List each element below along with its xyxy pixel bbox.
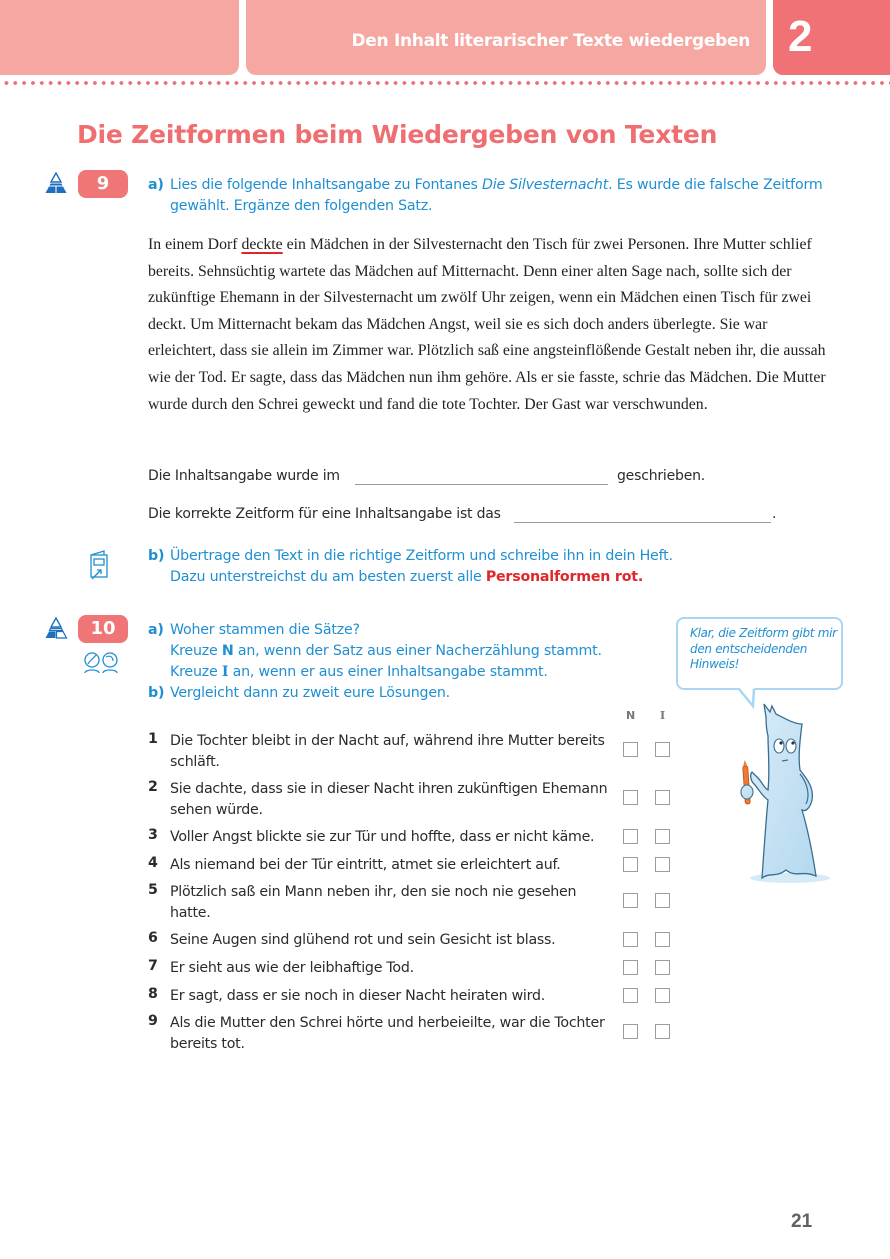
column-header-n: N xyxy=(626,709,636,722)
sentence-text: Sie dachte, dass sie in dieser Nacht ihren zukünftigen Ehemann sehen würde. xyxy=(170,781,608,818)
difficulty-pyramid-icon xyxy=(44,617,68,639)
sentence-text: Voller Angst blickte sie zur Tür und hoffte, dass er nicht käme. xyxy=(170,829,595,845)
sentence-number: 7 xyxy=(148,958,158,974)
task10-a-label: a) xyxy=(148,622,164,638)
sentence-number: 1 xyxy=(148,731,158,747)
fill-suffix-1: geschrieben. xyxy=(617,468,706,484)
notebook-transfer-icon xyxy=(88,549,112,581)
sentence-text: Plötzlich saß ein Mann neben ihr, den sie noch nie gesehen hatte. xyxy=(170,884,577,921)
difficulty-pyramid-icon xyxy=(44,172,68,194)
sentence-number: 8 xyxy=(148,986,158,1002)
sentence-number: 3 xyxy=(148,827,158,843)
checkbox-i-1[interactable] xyxy=(655,742,670,757)
sentence-number: 5 xyxy=(148,882,158,898)
book-title: Die Silvesternacht xyxy=(482,177,609,193)
checkbox-i-9[interactable] xyxy=(655,1024,670,1039)
checkbox-i-8[interactable] xyxy=(655,988,670,1003)
task10-b-label: b) xyxy=(148,685,165,701)
sentence-text: Er sagt, dass er sie noch in dieser Nacht heiraten wird. xyxy=(170,988,545,1004)
checkbox-n-5[interactable] xyxy=(623,893,638,908)
page-number: 21 xyxy=(791,1211,813,1232)
task9-a-label: a) xyxy=(148,177,164,193)
page-title: Die Zeitformen beim Wiedergeben von Texten xyxy=(77,120,718,149)
checkbox-i-3[interactable] xyxy=(655,829,670,844)
checkbox-n-7[interactable] xyxy=(623,960,638,975)
speech-bubble: Klar, die Zeitform gibt mir den entscheidenden Hinweis! xyxy=(676,617,843,690)
sentence-number: 9 xyxy=(148,1013,158,1029)
task9-b-instruction: b) Übertrage den Text in die richtige Zeitform und schreibe ihn in dein Heft. Dazu unterstreichst du am besten zuerst alle Personalformen rot. xyxy=(148,548,673,585)
sentence-number: 4 xyxy=(148,855,158,871)
task-number-badge-10: 10 xyxy=(78,615,128,643)
ghost-eye-right xyxy=(786,739,796,753)
ghost-body xyxy=(751,704,816,878)
fill-prompt-1: Die Inhaltsangabe wurde im xyxy=(148,468,340,484)
checkbox-n-1[interactable] xyxy=(623,742,638,757)
highlighted-instruction: Personalformen rot. xyxy=(485,569,644,585)
sentence-number: 2 xyxy=(148,779,158,795)
chapter-number: 2 xyxy=(788,12,813,61)
sentence-text: Seine Augen sind glühend rot und sein Gesicht ist blass. xyxy=(170,932,556,948)
checkbox-i-6[interactable] xyxy=(655,932,670,947)
sentence-text: Er sieht aus wie der leibhaftige Tod. xyxy=(170,960,414,976)
sentence-text: Die Tochter bleibt in der Nacht auf, während ihre Mutter bereits schläft. xyxy=(170,733,605,770)
underlined-verb: deckte xyxy=(241,236,283,253)
story-text: In einem Dorf deckte ein Mädchen in der Silvesternacht den Tisch für zwei Personen. Ihre Mutter schlief bereits. Sehnsüchtig wartete das Mädchen auf Mitternacht. Denn einer alten Sage nach, sollte sich der zukünftige Ehemann in der Silvesternacht um zwölf Uhr zeigen, wenn ein Mädchen einen Tisch für zwei deckt. Um Mitternacht bekam das Mädchen Angst, weil sie es sich doch anders überlegte. Sie war erleichtert, dass sie allein im Zimmer war. Plötzlich saß eine angsteinflößende Gestalt neben ihr, die aussah wie der Tod. Er sagte, dass das Mädchen nun ihm gehöre. Als er sie fasste, schrie das Mädchen. Die Mutter wurde durch den Schrei geweckt und fand die tote Tochter. Der Gast war verschwunden. xyxy=(148,236,826,413)
dotted-divider xyxy=(2,79,890,87)
task9-b-label: b) xyxy=(148,548,165,564)
ghost-eye-left xyxy=(774,739,784,753)
ghost-hand xyxy=(741,785,753,799)
checkbox-n-3[interactable] xyxy=(623,829,638,844)
header-band-left xyxy=(0,0,239,75)
answer-blank-1[interactable] xyxy=(355,484,608,485)
answer-blank-2[interactable] xyxy=(514,522,771,523)
checkbox-n-2[interactable] xyxy=(623,790,638,805)
task9-a-instruction: a) Lies die folgende Inhaltsangabe zu Fontanes Die Silvesternacht. Es wurde die falsche Zeitform gewählt. Ergänze den folgenden Satz. xyxy=(148,177,823,214)
fill-prompt-2: Die korrekte Zeitform für eine Inhaltsangabe ist das xyxy=(148,506,501,522)
task10-instructions: a) Woher stammen die Sätze? Kreuze N an, wenn der Satz aus einer Nacherzählung stammt. Kreuze I an, wenn er aus einer Inhaltsangabe stammt. b) Vergleicht dann zu zweit eure Lösungen. xyxy=(148,620,668,704)
checkbox-i-5[interactable] xyxy=(655,893,670,908)
task-number-badge-9: 9 xyxy=(78,170,128,198)
checkbox-n-9[interactable] xyxy=(623,1024,638,1039)
sentence-text: Als die Mutter den Schrei hörte und herbeieilte, war die Tochter bereits tot. xyxy=(170,1015,605,1052)
checkbox-i-4[interactable] xyxy=(655,857,670,872)
sentence-number: 6 xyxy=(148,930,158,946)
chapter-title: Den Inhalt literarischer Texte wiedergeben xyxy=(351,31,750,51)
checkbox-n-6[interactable] xyxy=(623,932,638,947)
partner-work-icon xyxy=(82,651,122,675)
checkbox-i-7[interactable] xyxy=(655,960,670,975)
column-header-i: I xyxy=(660,709,666,722)
checkbox-n-8[interactable] xyxy=(623,988,638,1003)
ghost-mascot-illustration xyxy=(728,700,838,885)
checkbox-n-4[interactable] xyxy=(623,857,638,872)
fill-suffix-2: . xyxy=(772,506,777,522)
checkbox-i-2[interactable] xyxy=(655,790,670,805)
sentence-text: Als niemand bei der Tür eintritt, atmet sie erleichtert auf. xyxy=(170,857,561,873)
